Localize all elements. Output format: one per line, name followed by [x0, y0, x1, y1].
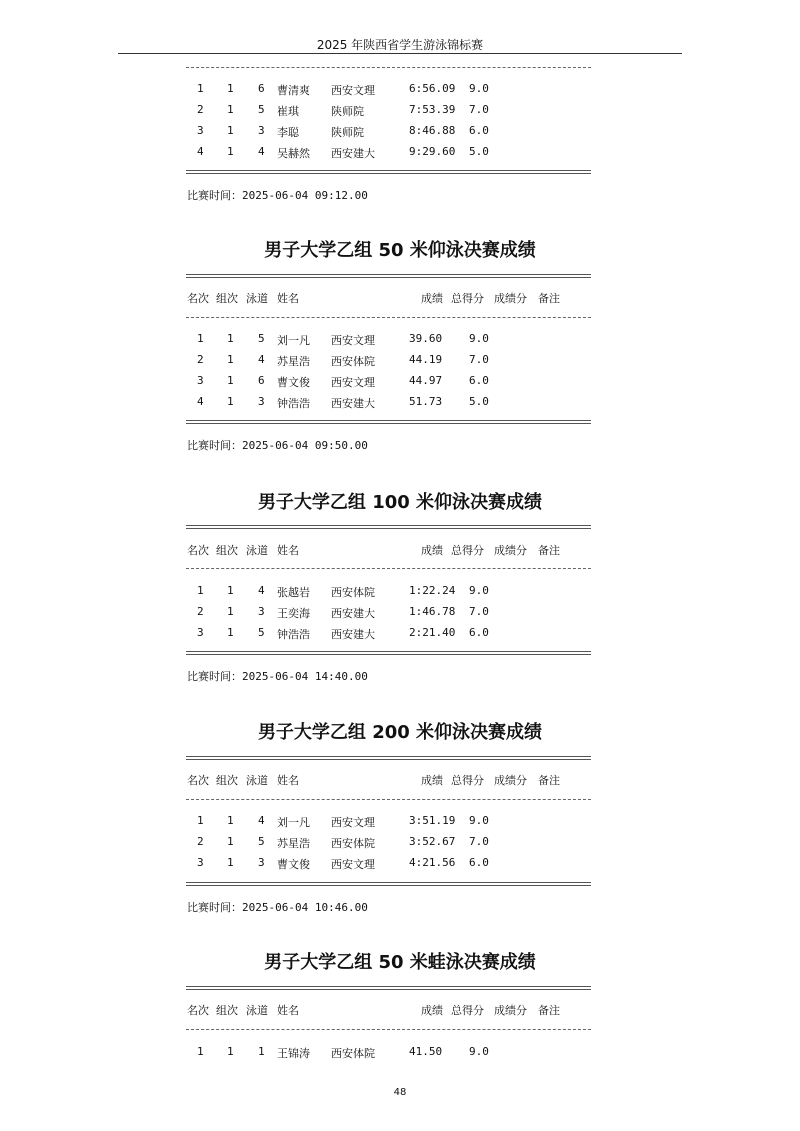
event-title: 男子大学乙组 50 米蛙泳决赛成绩 — [264, 952, 536, 973]
header-note: 备注 — [538, 544, 560, 557]
cell-points: 7.0 — [469, 605, 489, 618]
header-result: 成绩 — [421, 292, 443, 305]
cell-rank: 1 — [197, 1045, 204, 1058]
double-rule — [186, 882, 591, 886]
cell-result: 3:52.67 — [409, 835, 456, 848]
cell-unit: 西安文理 — [331, 84, 375, 97]
header-total: 总得分 — [451, 544, 484, 557]
cell-unit: 西安建大 — [331, 397, 375, 410]
cell-unit: 西安建大 — [331, 628, 375, 641]
cell-rank: 2 — [197, 103, 204, 116]
cell-result: 2:21.40 — [409, 626, 456, 639]
header-note: 备注 — [538, 1004, 560, 1017]
header-note: 备注 — [538, 292, 560, 305]
page-header: 2025 年陕西省学生游泳锦标赛 — [316, 38, 484, 52]
cell-unit: 西安文理 — [331, 376, 375, 389]
double-rule — [186, 274, 591, 278]
cell-points: 9.0 — [469, 332, 489, 345]
match-time: 比赛时间：2025-06-04 09:12.00 — [187, 189, 368, 202]
cell-unit: 西安体院 — [331, 586, 375, 599]
cell-result: 44.19 — [409, 353, 443, 366]
header-score: 成绩分 — [494, 1004, 527, 1017]
event-title: 男子大学乙组 100 米仰泳决赛成绩 — [257, 492, 543, 513]
dashed-rule — [186, 799, 591, 800]
table-row — [0, 584, 800, 598]
cell-result: 6:56.09 — [409, 82, 456, 95]
cell-result: 44.97 — [409, 374, 443, 387]
cell-result: 8:46.88 — [409, 124, 456, 137]
cell-rank: 1 — [197, 332, 204, 345]
table-row — [0, 124, 800, 138]
cell-group: 1 — [227, 814, 234, 827]
double-rule — [186, 420, 591, 424]
cell-points: 6.0 — [469, 856, 489, 869]
header-rule — [118, 53, 682, 54]
cell-rank: 4 — [197, 395, 204, 408]
cell-rank: 2 — [197, 605, 204, 618]
header-rank: 名次 — [187, 544, 209, 557]
cell-points: 6.0 — [469, 626, 489, 639]
cell-group: 1 — [227, 395, 234, 408]
cell-lane: 5 — [258, 332, 265, 345]
cell-unit: 西安体院 — [331, 1047, 375, 1060]
cell-rank: 2 — [197, 835, 204, 848]
cell-lane: 3 — [258, 856, 265, 869]
table-row — [0, 605, 800, 619]
table-row — [0, 332, 800, 346]
cell-unit: 西安建大 — [331, 147, 375, 160]
cell-points: 6.0 — [469, 124, 489, 137]
header-result: 成绩 — [421, 774, 443, 787]
table-row — [0, 626, 800, 640]
cell-group: 1 — [227, 584, 234, 597]
cell-rank: 3 — [197, 626, 204, 639]
cell-name: 王锦涛 — [277, 1047, 310, 1060]
page-number: 48 — [393, 1087, 407, 1098]
cell-rank: 2 — [197, 353, 204, 366]
cell-result: 1:22.24 — [409, 584, 456, 597]
table-row — [0, 353, 800, 367]
header-group: 组次 — [216, 544, 238, 557]
header-total: 总得分 — [451, 774, 484, 787]
table-header — [0, 290, 800, 304]
header-group: 组次 — [216, 1004, 238, 1017]
double-rule — [186, 986, 591, 990]
table-row — [0, 835, 800, 849]
cell-name: 刘一凡 — [277, 816, 310, 829]
cell-result: 41.50 — [409, 1045, 443, 1058]
cell-group: 1 — [227, 626, 234, 639]
dashed-rule — [186, 568, 591, 569]
cell-unit: 西安文理 — [331, 334, 375, 347]
header-total: 总得分 — [451, 1004, 484, 1017]
cell-lane: 3 — [258, 395, 265, 408]
cell-points: 5.0 — [469, 145, 489, 158]
table-row — [0, 814, 800, 828]
table-row — [0, 82, 800, 96]
header-name: 姓名 — [277, 292, 299, 305]
header-name: 姓名 — [277, 1004, 299, 1017]
cell-points: 9.0 — [469, 82, 489, 95]
cell-rank: 1 — [197, 82, 204, 95]
double-rule — [186, 525, 591, 529]
cell-unit: 西安建大 — [331, 607, 375, 620]
header-score: 成绩分 — [494, 774, 527, 787]
table-row — [0, 1045, 800, 1059]
header-score: 成绩分 — [494, 544, 527, 557]
cell-unit: 西安体院 — [331, 837, 375, 850]
cell-unit: 西安体院 — [331, 355, 375, 368]
cell-lane: 4 — [258, 145, 265, 158]
cell-rank: 3 — [197, 856, 204, 869]
cell-lane: 6 — [258, 374, 265, 387]
cell-name: 曹清爽 — [277, 84, 310, 97]
cell-result: 51.73 — [409, 395, 443, 408]
cell-result: 3:51.19 — [409, 814, 456, 827]
table-row — [0, 395, 800, 409]
cell-rank: 3 — [197, 124, 204, 137]
table-row — [0, 103, 800, 117]
match-time: 比赛时间：2025-06-04 10:46.00 — [187, 901, 368, 914]
cell-name: 王奕海 — [277, 607, 310, 620]
cell-group: 1 — [227, 374, 234, 387]
cell-result: 39.60 — [409, 332, 443, 345]
cell-name: 崔琪 — [277, 105, 299, 118]
cell-rank: 3 — [197, 374, 204, 387]
cell-name: 钟浩浩 — [277, 628, 310, 641]
table-row — [0, 374, 800, 388]
cell-group: 1 — [227, 835, 234, 848]
cell-points: 9.0 — [469, 584, 489, 597]
double-rule — [186, 756, 591, 760]
cell-result: 4:21.56 — [409, 856, 456, 869]
cell-group: 1 — [227, 82, 234, 95]
cell-rank: 4 — [197, 145, 204, 158]
cell-lane: 5 — [258, 835, 265, 848]
cell-group: 1 — [227, 1045, 234, 1058]
table-header — [0, 1002, 800, 1016]
cell-unit: 西安文理 — [331, 816, 375, 829]
cell-lane: 5 — [258, 103, 265, 116]
cell-result: 9:29.60 — [409, 145, 456, 158]
header-total: 总得分 — [451, 292, 484, 305]
cell-name: 苏星浩 — [277, 837, 310, 850]
cell-rank: 1 — [197, 584, 204, 597]
table-header — [0, 542, 800, 556]
header-rank: 名次 — [187, 1004, 209, 1017]
header-name: 姓名 — [277, 544, 299, 557]
header-lane: 泳道 — [246, 774, 268, 787]
cell-group: 1 — [227, 103, 234, 116]
dashed-rule — [186, 67, 591, 68]
cell-name: 钟浩浩 — [277, 397, 310, 410]
header-rank: 名次 — [187, 292, 209, 305]
table-row — [0, 145, 800, 159]
cell-result: 7:53.39 — [409, 103, 456, 116]
cell-unit: 陕师院 — [331, 105, 364, 118]
cell-group: 1 — [227, 605, 234, 618]
dashed-rule — [186, 1029, 591, 1030]
cell-name: 苏星浩 — [277, 355, 310, 368]
cell-lane: 5 — [258, 626, 265, 639]
cell-unit: 西安文理 — [331, 858, 375, 871]
header-rank: 名次 — [187, 774, 209, 787]
cell-group: 1 — [227, 145, 234, 158]
cell-rank: 1 — [197, 814, 204, 827]
header-note: 备注 — [538, 774, 560, 787]
cell-group: 1 — [227, 332, 234, 345]
cell-lane: 1 — [258, 1045, 265, 1058]
cell-name: 李聪 — [277, 126, 299, 139]
cell-group: 1 — [227, 353, 234, 366]
cell-lane: 6 — [258, 82, 265, 95]
header-result: 成绩 — [421, 1004, 443, 1017]
header-score: 成绩分 — [494, 292, 527, 305]
cell-unit: 陕师院 — [331, 126, 364, 139]
header-name: 姓名 — [277, 774, 299, 787]
cell-name: 吴赫然 — [277, 147, 310, 160]
event-title: 男子大学乙组 50 米仰泳决赛成绩 — [264, 240, 536, 261]
header-result: 成绩 — [421, 544, 443, 557]
cell-lane: 3 — [258, 605, 265, 618]
double-rule — [186, 170, 591, 174]
cell-name: 曹文俊 — [277, 376, 310, 389]
header-lane: 泳道 — [246, 292, 268, 305]
cell-group: 1 — [227, 856, 234, 869]
cell-points: 7.0 — [469, 103, 489, 116]
header-group: 组次 — [216, 774, 238, 787]
header-lane: 泳道 — [246, 1004, 268, 1017]
cell-result: 1:46.78 — [409, 605, 456, 618]
cell-lane: 4 — [258, 814, 265, 827]
cell-points: 5.0 — [469, 395, 489, 408]
match-time: 比赛时间：2025-06-04 09:50.00 — [187, 439, 368, 452]
cell-points: 6.0 — [469, 374, 489, 387]
cell-lane: 3 — [258, 124, 265, 137]
table-row — [0, 856, 800, 870]
cell-points: 9.0 — [469, 814, 489, 827]
dashed-rule — [186, 317, 591, 318]
double-rule — [186, 651, 591, 655]
cell-name: 曹文俊 — [277, 858, 310, 871]
event-title: 男子大学乙组 200 米仰泳决赛成绩 — [257, 722, 543, 743]
cell-points: 9.0 — [469, 1045, 489, 1058]
cell-group: 1 — [227, 124, 234, 137]
cell-lane: 4 — [258, 353, 265, 366]
match-time: 比赛时间：2025-06-04 14:40.00 — [187, 670, 368, 683]
header-group: 组次 — [216, 292, 238, 305]
cell-lane: 4 — [258, 584, 265, 597]
cell-points: 7.0 — [469, 353, 489, 366]
cell-name: 张越岩 — [277, 586, 310, 599]
cell-name: 刘一凡 — [277, 334, 310, 347]
header-lane: 泳道 — [246, 544, 268, 557]
cell-points: 7.0 — [469, 835, 489, 848]
table-header — [0, 772, 800, 786]
